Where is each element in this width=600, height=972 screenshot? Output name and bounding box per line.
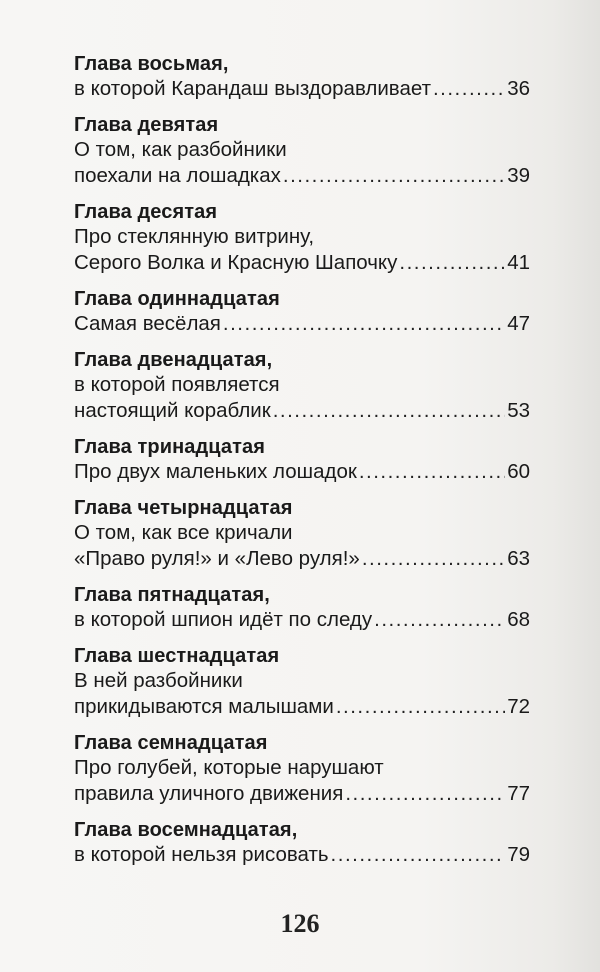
chapter-leader-line: [74, 694, 530, 720]
dot-leader: [399, 250, 505, 276]
chapter-subtitle-last: «Право руля!» и «Лево руля!»: [74, 547, 360, 570]
chapter-title: Глава тринадцатая: [74, 436, 266, 458]
dot-leader: [362, 546, 505, 572]
chapter-subtitle-line: О том, как разбойники: [74, 138, 287, 161]
dot-leader: [345, 781, 505, 807]
chapter-subtitle-last: поехали на лошадках: [74, 164, 281, 187]
chapter-page-number: 77: [507, 782, 530, 805]
chapter-leader-line: [74, 842, 530, 868]
chapter-title: Глава восемнадцатая,: [74, 819, 298, 841]
toc-entry: [74, 348, 530, 424]
chapter-subtitle-last: Самая весёлая: [74, 312, 221, 335]
chapter-subtitle-last: правила уличного движения: [74, 782, 344, 805]
chapter-leader-line: [74, 546, 530, 572]
toc-entry: [74, 644, 530, 720]
dot-leader: [283, 163, 505, 189]
chapter-leader-line: [74, 781, 530, 807]
chapter-page-number: 60: [507, 460, 530, 483]
chapter-leader-line: [74, 311, 530, 337]
chapter-title: Глава пятнадцатая,: [74, 584, 270, 606]
toc-entry: [74, 818, 530, 868]
chapter-subtitle-last: настоящий кораблик: [74, 399, 271, 422]
chapter-title: Глава восьмая,: [74, 53, 229, 75]
chapter-leader-line: [74, 76, 530, 102]
chapter-leader-line: [74, 250, 530, 276]
chapter-subtitle-last: в которой нельзя рисовать: [74, 843, 329, 866]
dot-leader: [331, 842, 506, 868]
dot-leader: [359, 459, 505, 485]
chapter-title: Глава двенадцатая,: [74, 349, 273, 371]
chapter-page-number: 68: [507, 608, 530, 631]
toc-entry: [74, 113, 530, 189]
toc-entry: [74, 287, 530, 337]
page-number: 126: [280, 909, 320, 938]
chapter-subtitle-last: в которой шпион идёт по следу: [74, 608, 373, 631]
chapter-title: Глава девятая: [74, 114, 219, 136]
chapter-leader-line: [74, 459, 530, 485]
toc-entry: [74, 200, 530, 276]
chapter-title: Глава шестнадцатая: [74, 645, 280, 667]
chapter-page-number: 47: [507, 312, 530, 335]
toc-entry: [74, 496, 530, 572]
chapter-subtitle-line: в которой появляется: [74, 373, 280, 396]
chapter-leader-line: [74, 163, 530, 189]
chapter-title: Глава одиннадцатая: [74, 288, 280, 310]
chapter-page-number: 53: [507, 399, 530, 422]
table-of-contents: [74, 52, 530, 879]
dot-leader: [336, 694, 505, 720]
toc-entry: [74, 731, 530, 807]
chapter-subtitle-line: Про стеклянную витрину,: [74, 225, 315, 248]
dot-leader: [273, 398, 505, 424]
dot-leader: [374, 607, 505, 633]
toc-entry: [74, 435, 530, 485]
toc-entry: [74, 52, 530, 102]
toc-entry: [74, 583, 530, 633]
chapter-page-number: 41: [507, 251, 530, 274]
chapter-page-number: 63: [507, 547, 530, 570]
chapter-subtitle-last: Серого Волка и Красную Шапочку: [74, 251, 398, 274]
chapter-leader-line: [74, 607, 530, 633]
chapter-subtitle-line: В ней разбойники: [74, 669, 243, 692]
chapter-title: Глава четырнадцатая: [74, 497, 293, 519]
chapter-subtitle-line: Про голубей, которые нарушают: [74, 756, 384, 779]
chapter-page-number: 39: [507, 164, 530, 187]
chapter-leader-line: [74, 398, 530, 424]
dot-leader: [223, 311, 505, 337]
chapter-page-number: 72: [507, 695, 530, 718]
chapter-title: Глава десятая: [74, 201, 218, 223]
chapter-subtitle-last: Про двух маленьких лошадок: [74, 460, 357, 483]
dot-leader: [433, 76, 505, 102]
chapter-subtitle-line: О том, как все кричали: [74, 521, 293, 544]
chapter-page-number: 36: [507, 77, 530, 100]
chapter-title: Глава семнадцатая: [74, 732, 268, 754]
chapter-subtitle-last: прикидываются малышами: [74, 695, 334, 718]
chapter-page-number: 79: [507, 843, 530, 866]
chapter-subtitle-last: в которой Карандаш выздоравливает: [74, 77, 431, 100]
